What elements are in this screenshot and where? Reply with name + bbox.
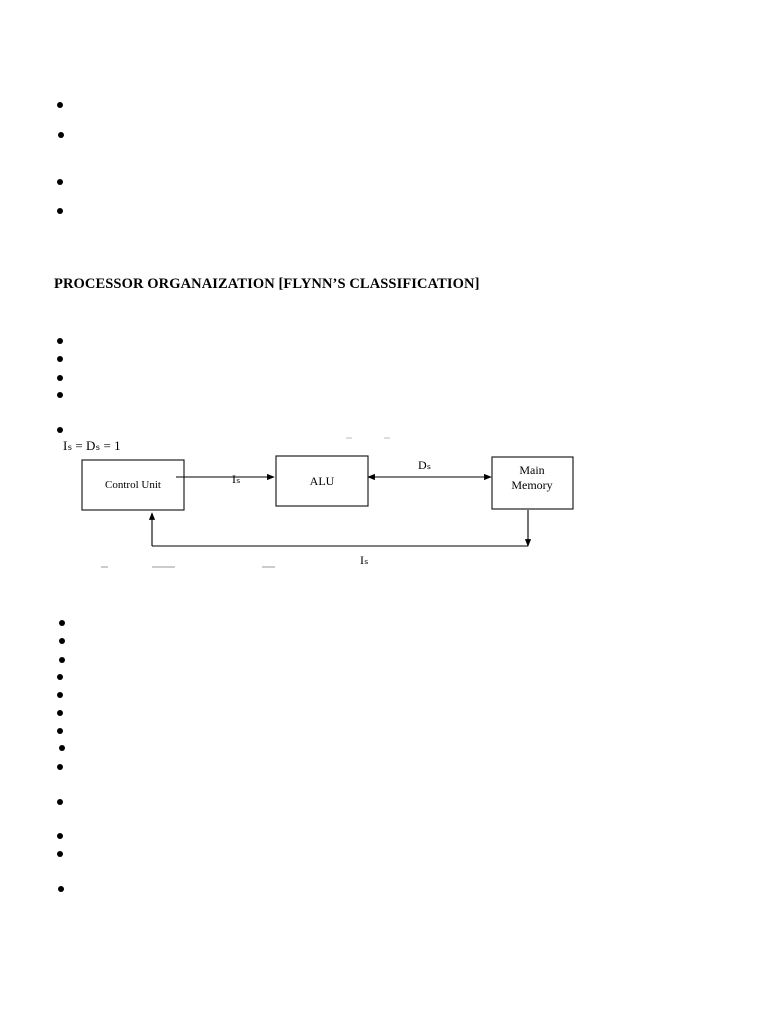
- alu-label: ALU: [309, 474, 335, 488]
- list-bullet: [59, 620, 65, 626]
- list-bullet: [58, 886, 64, 892]
- list-bullet: [57, 764, 63, 770]
- alu-memory-label: Dₛ: [418, 458, 432, 472]
- memory-to-cu-label: Iₛ: [360, 553, 369, 567]
- list-bullet: [59, 745, 65, 751]
- list-bullet: [57, 728, 63, 734]
- list-bullet: [57, 674, 63, 680]
- cu-to-alu-label: Iₛ: [232, 472, 241, 486]
- list-bullet: [59, 657, 65, 663]
- list-bullet: [59, 638, 65, 644]
- main-memory-label-line1: Main: [519, 463, 545, 477]
- list-bullet: [57, 710, 63, 716]
- list-bullet: [57, 833, 63, 839]
- list-bullet: [57, 692, 63, 698]
- condition-label: Iₛ = Dₛ = 1: [63, 438, 121, 453]
- list-bullet: [57, 851, 63, 857]
- section-heading: PROCESSOR ORGANAIZATION [FLYNN’S CLASSIFICATION]: [54, 276, 480, 292]
- list-bullet: [57, 799, 63, 805]
- main-memory-label-line2: Memory: [511, 478, 553, 492]
- control-unit-label: Control Unit: [105, 479, 161, 491]
